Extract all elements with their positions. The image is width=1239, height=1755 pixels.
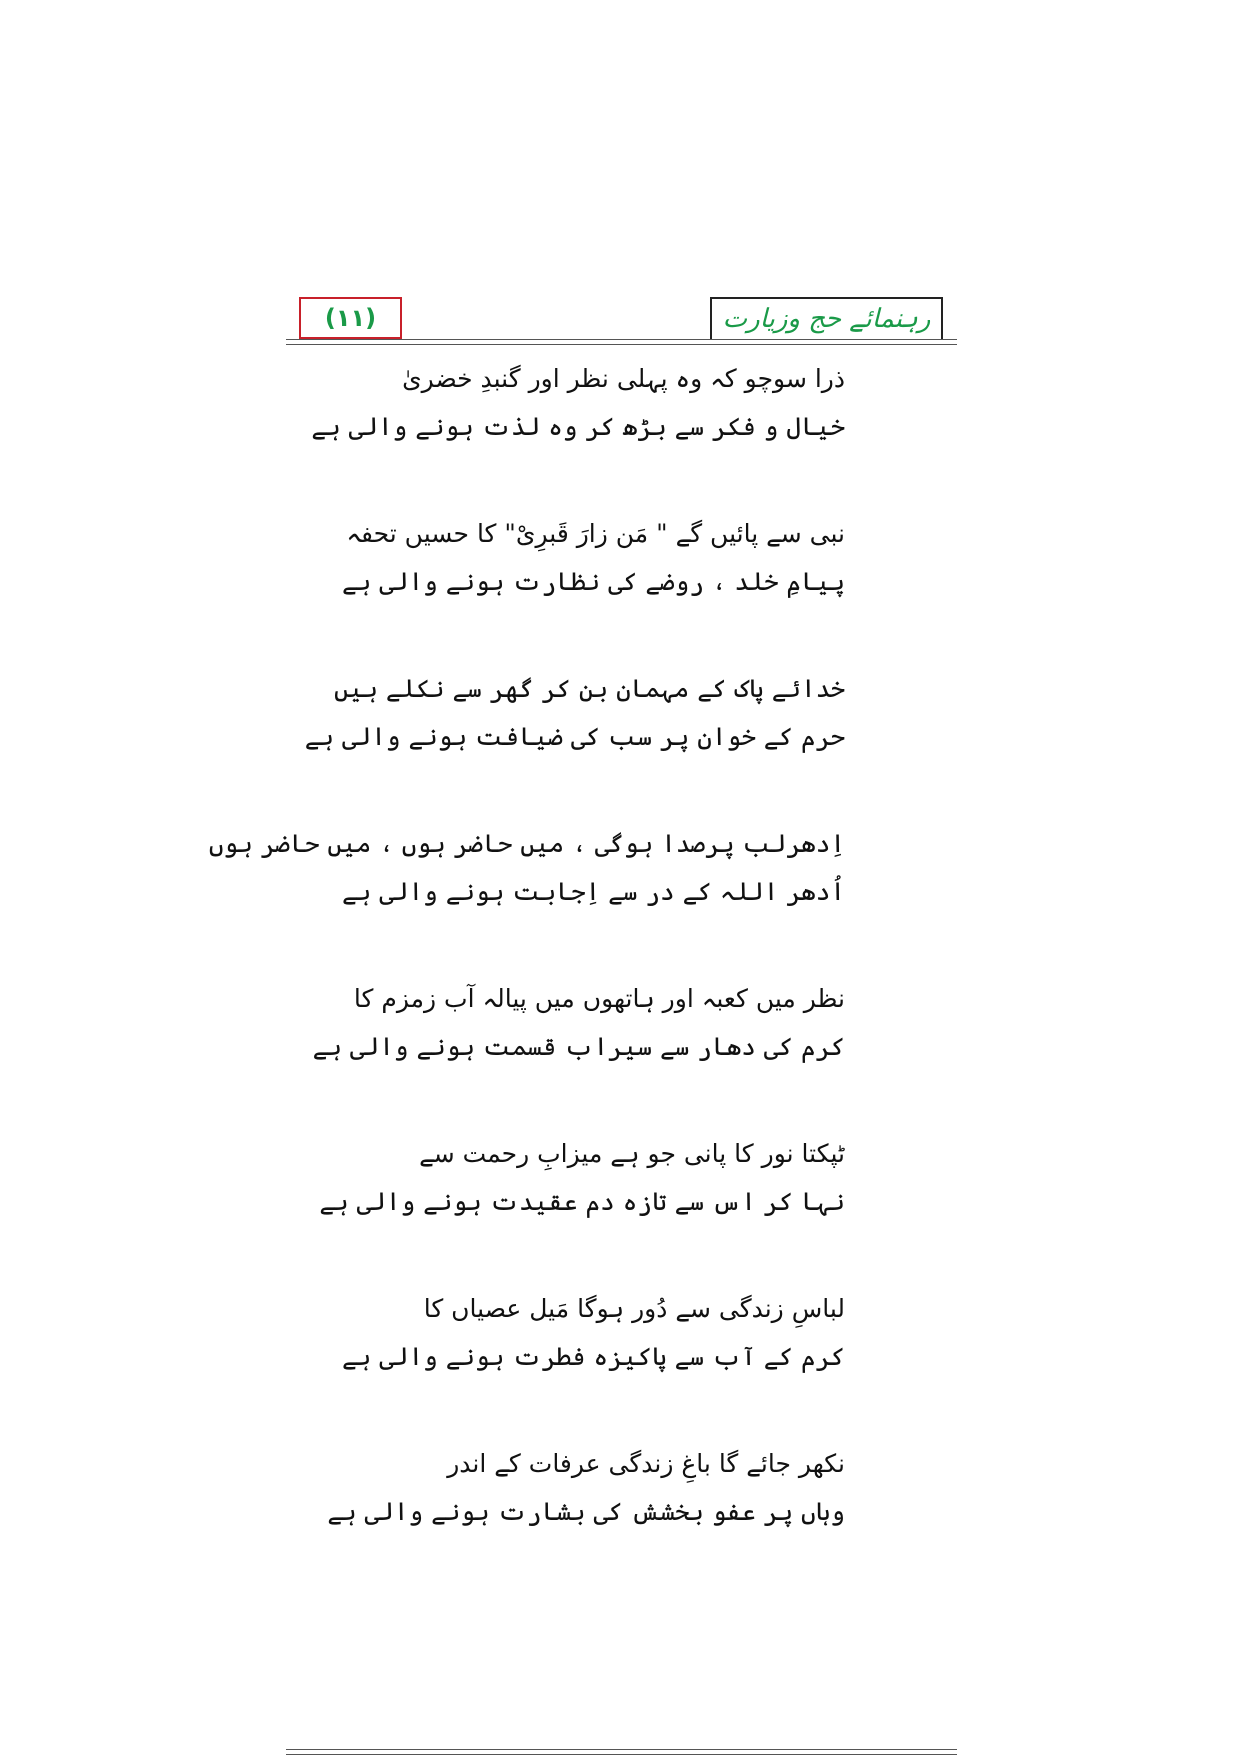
page-number: (۱۱) [299,297,402,339]
poem-line: اِدھرلب پرصدا ہوگی ، میں حاضر ہوں ، میں حاضر ہوں [208,829,845,858]
book-title: رہنمائے حج وزیارت [710,297,943,339]
poem-line: نظر میں کعبہ اور ہاتھوں میں پیالہ آب زمزم کا [353,984,845,1013]
footer-rule-upper [286,1749,957,1750]
poem-line: اُدھر اللہ کے در سے اِجابت ہونے والی ہے [341,877,845,906]
poem [208,355,845,1595]
poem-line: کرم کی دھار سے سیراب قسمت ہونے والی ہے [312,1032,845,1061]
stanza-1 [311,355,845,510]
poem-line: نبی سے پائیں گے " مَن زارَ قَبرِیْ" کا حسیں تحفہ [346,519,845,548]
header-rule-upper [286,339,957,340]
stanza-5 [312,975,845,1130]
poem-line: ٹپکتا نور کا پانی جو ہے میزابِ رحمت سے [419,1139,845,1168]
stanza-6 [319,1130,845,1285]
poem-line: خیال و فکر سے بڑھ کر وہ لذت ہونے والی ہے [311,412,845,441]
stanza-8 [327,1440,845,1595]
poem-line: نہا کر اس سے تازہ دم عقیدت ہونے والی ہے [319,1187,845,1216]
stanza-4 [208,820,845,975]
stanza-7 [341,1285,845,1440]
poem-line: وہاں پر عفو بخشش کی بشارت ہونے والی ہے [327,1497,845,1526]
poem-line: حرم کے خوان پر سب کی ضیافت ہونے والی ہے [304,722,845,751]
poem-line: نکھر جائے گا باغِ زندگی عرفات کے اندر [447,1449,845,1478]
stanza-2 [341,510,845,665]
poem-line: کرم کے آب سے پاکیزہ فطرت ہونے والی ہے [341,1342,845,1371]
header-rule-lower [286,344,957,345]
poem-line: خدائے پاک کے مہمان بن کر گھر سے نکلے ہیں [334,674,845,703]
poem-line: ذرا سوچو کہ وہ پہلی نظر اور گنبدِ خضریٰ [402,364,845,393]
stanza-3 [304,665,845,820]
poem-line: پیامِ خلد ، روضے کی نظارت ہونے والی ہے [341,567,845,596]
poem-line: لباسِ زندگی سے دُور ہوگا مَیل عصیاں کا [423,1294,845,1323]
